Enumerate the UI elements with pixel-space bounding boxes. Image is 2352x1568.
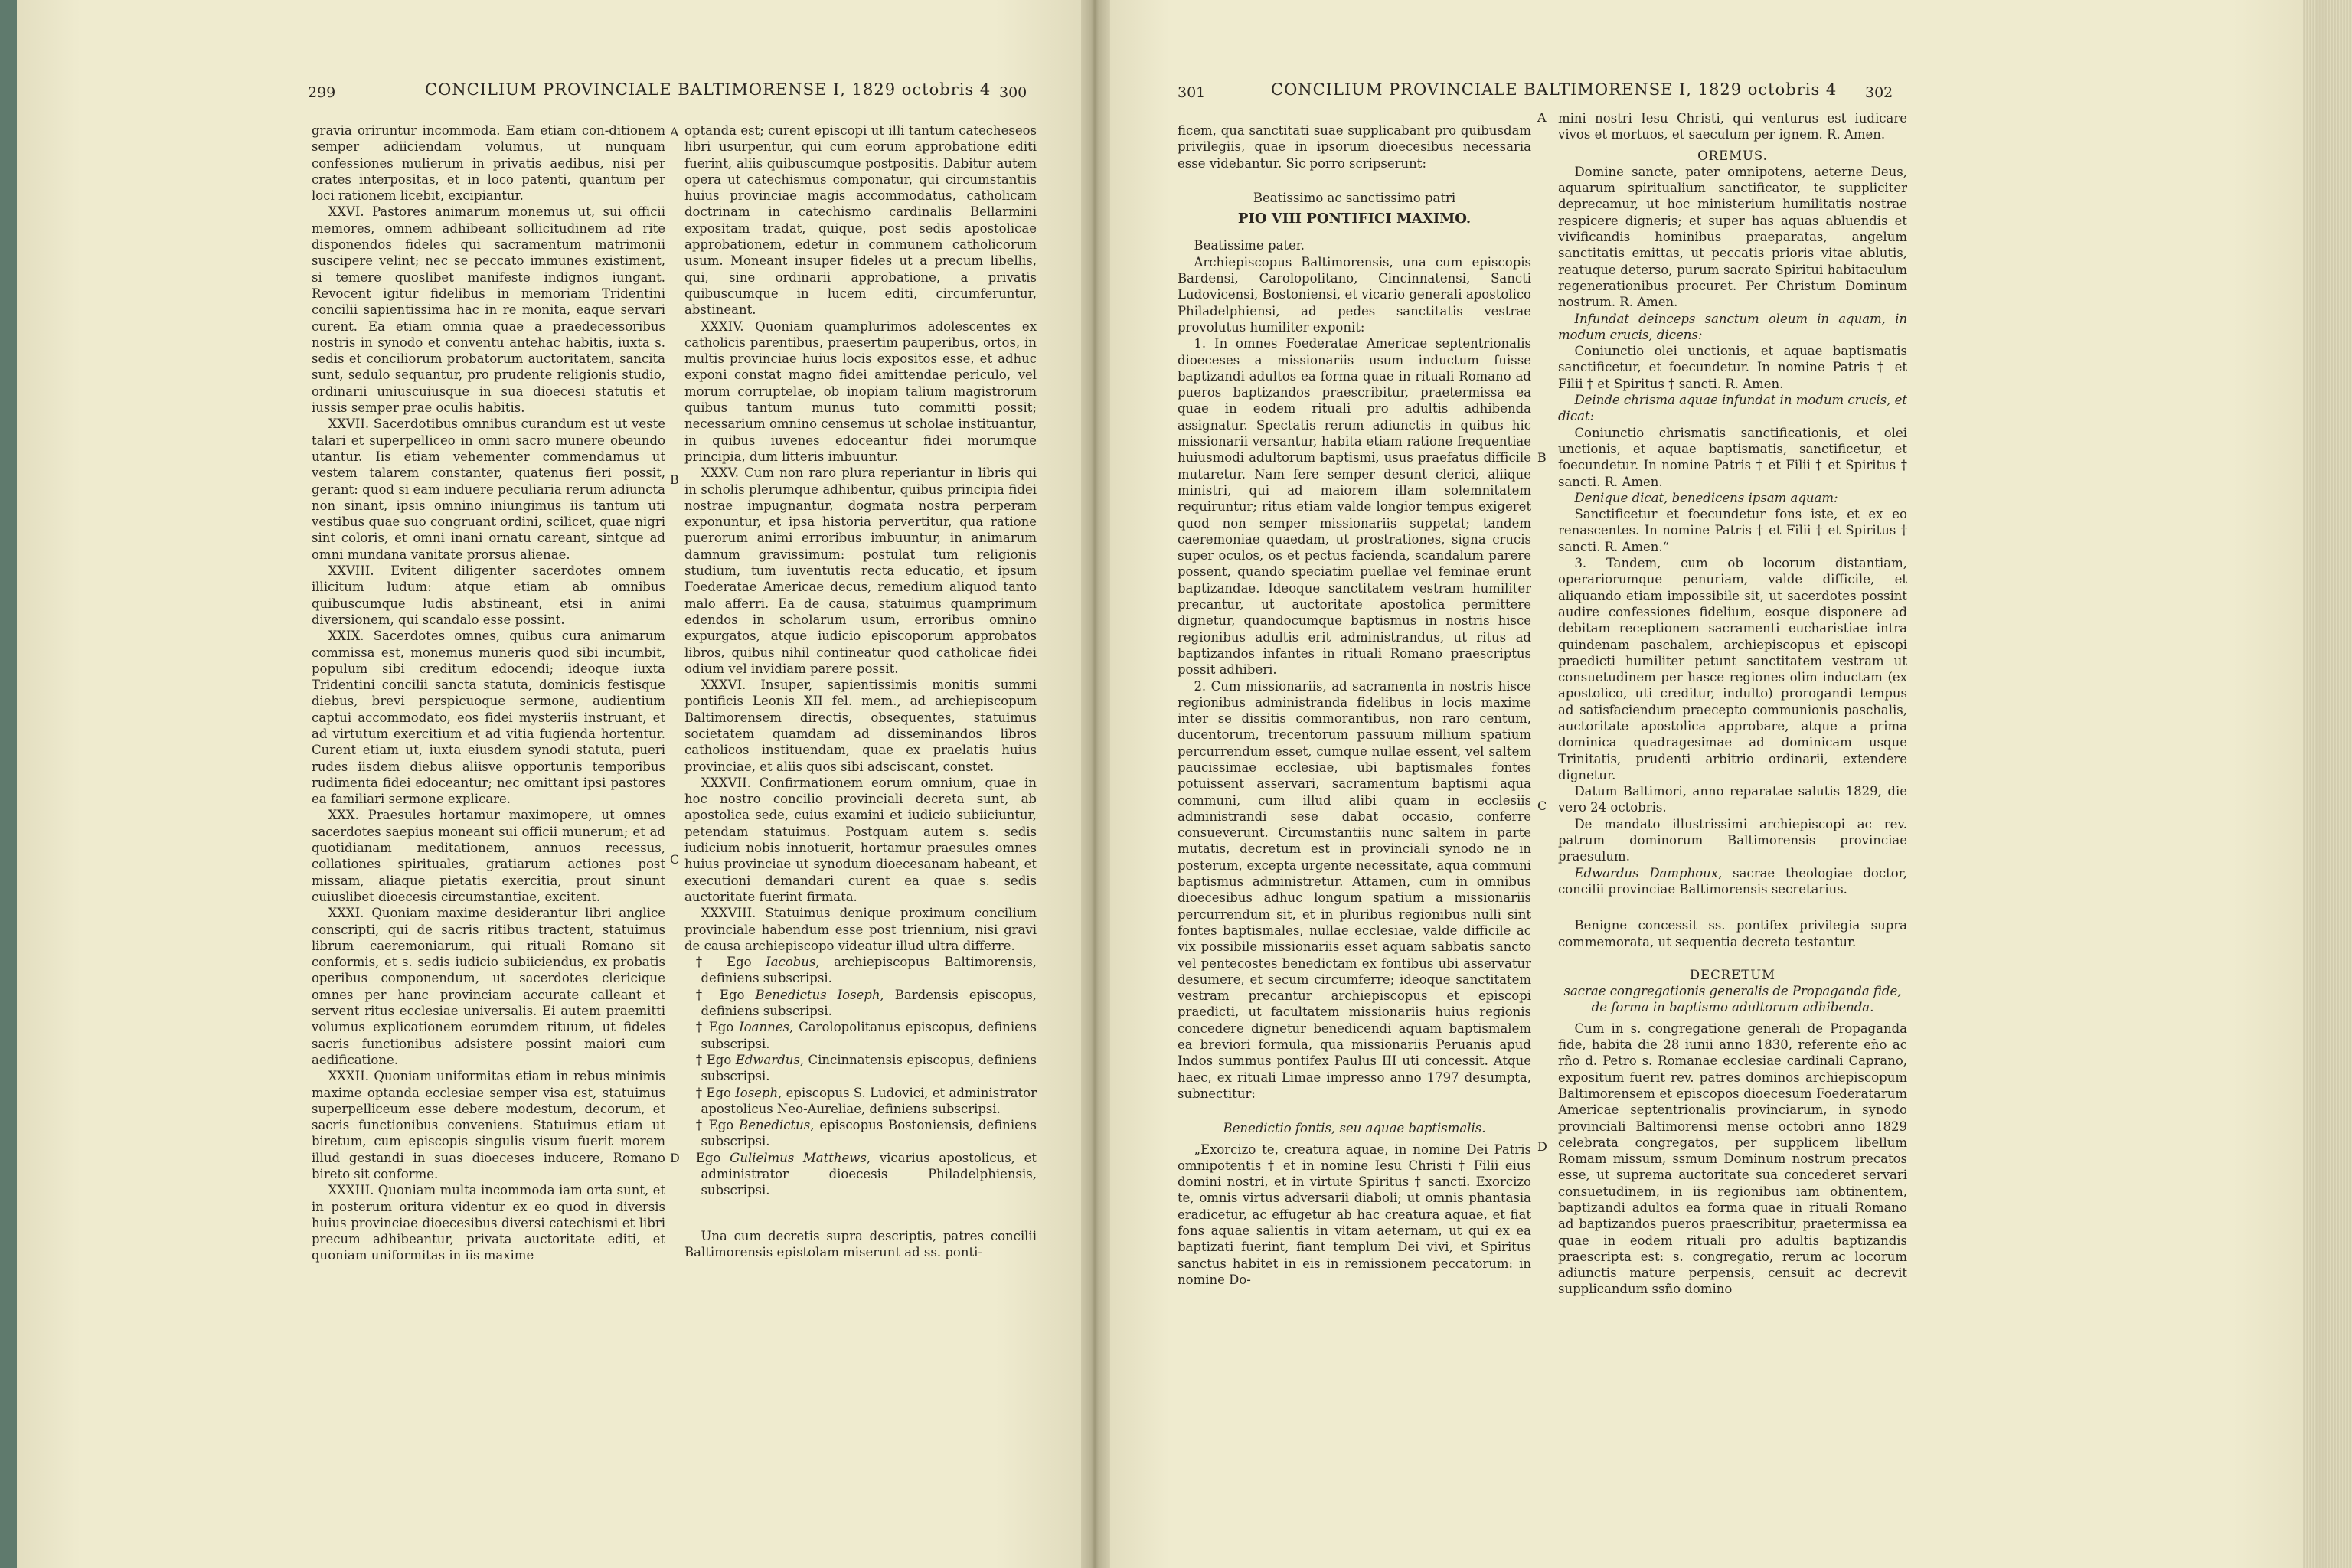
right-page-column-2 <box>1558 110 1907 1298</box>
signature-prefix: † Ego <box>695 1052 736 1067</box>
left-page <box>17 0 1081 1568</box>
running-head-right: CONCILIUM PROVINCIALE BALTIMORENSE I, 1829 octobris 4 <box>1271 80 1838 99</box>
signatory-name: Iacobus <box>766 955 816 970</box>
right-page <box>1110 0 2305 1568</box>
datum-line: Datum Baltimori, anno reparatae salutis 1829, die vero 24 octobris. <box>1558 784 1907 815</box>
signature-suffix: , vicarius apostolicus, et administrator dioecesis Philadelphiensis, subscripsi. <box>701 1150 1037 1198</box>
secretary-title: , sacrae theologiae doctor, concilii provinciae Baltimorensis secretarius. <box>1558 865 1907 897</box>
paragraph: XXXI. Quoniam maxime desiderantur libri anglice conscripti, qui de sacris ritibus tractent, statuimus librum caeremoniarum, qui rituali Romano sit conformis, et s. sedis iudicio subiiciendus, ex probatis operibus componendum, ut sacerdotes clericique omnes per hanc provinciam accurate calleant et servent ritus ecclesiae universalis. Ei autem praemitti volumus explicationem eorumdem rituum, ut fideles sacris functionibus adsistere possint maiori cum aedificatione. <box>312 906 665 1067</box>
signature-list <box>684 954 1037 1198</box>
left-page-column-1 <box>312 122 665 1264</box>
signature-suffix: , episcopus Bostoniensis, definiens subscripsi. <box>701 1118 1037 1149</box>
signatory-name: Ioannes <box>739 1020 789 1035</box>
running-head-left: CONCILIUM PROVINCIALE BALTIMORENSE I, 1829 octobris 4 <box>425 80 991 99</box>
signature-line <box>684 987 1037 1020</box>
paragraph: Sanctificetur et foecundetur fons iste, et ex eo renascentes. In nomine Patris † et Filii † et Spiritus † sancti. R. Amen.“ <box>1558 507 1907 554</box>
signatory-name: Gulielmus Matthews <box>730 1150 867 1165</box>
margin-letter-d: D <box>1537 1139 1547 1154</box>
signature-prefix: Ego <box>695 1150 730 1165</box>
signature-line <box>684 1052 1037 1085</box>
paragraph: XXVII. Sacerdotibus omnibus curandum est ut veste talari et superpelliceo in omni sacro munere obeundo utantur. Iis etiam vehementer commendamus ut vestem talarem constanter, quatenus fieri possit, gerant: quod si eam induere peculiaria rerum adiuncta non sinant, ipsis omnino iniungimus iis tantum uti vestibus quae suo congruant ordini, scilicet, quae nigri sint coloris, et omni inani ornatu careant, sintque ad omni mundana vanitate prorsus alienae. <box>312 416 665 562</box>
margin-letter-b: B <box>1537 450 1547 465</box>
signature-suffix: , archiepiscopus Baltimorensis, definiens subscripsi. <box>701 955 1037 986</box>
page-number-299: 299 <box>308 84 336 101</box>
address: Beatissime pater. <box>1194 238 1305 253</box>
left-page-column-2 <box>684 122 1037 1260</box>
paragraph: mini nostri Iesu Christi, qui venturus est iudicare vivos et mortuos, et saeculum per ignem. R. Amen. <box>1558 111 1907 142</box>
page-edges <box>2303 0 2352 1568</box>
paragraph: gravia oriruntur incommoda. Eam etiam con-ditionem semper adiiciendam volumus, ut nunquam confessiones mulierum in privatis aedibus, nisi per crates interpositas, et in loco patenti, quantum per loci rationem licebit, excipiantur. <box>312 123 665 204</box>
paragraph: XXXVII. Confirmationem eorum omnium, quae in hoc nostro concilio provinciali decreta sunt, ab apostolica sede, cuius examini et iudicio subiiciuntur, petendam statuimus. Postquam autem s. sedis iudicium nobis innotuerit, hortamur praesules omnes huius provinciae ut synodum dioecesanam habeant, et executioni demandari curent ea quae s. sedis auctoritate fuerint firmata. <box>684 775 1037 904</box>
rubric: Infundat deinceps sanctum oleum in aquam, in modum crucis, dicens: <box>1558 311 1907 342</box>
rubric: Deinde chrisma aquae infundat in modum crucis, et dicat: <box>1558 393 1907 424</box>
signature-suffix: , Cincinnatensis episcopus, definiens subscripsi. <box>701 1052 1037 1084</box>
paragraph: optanda est; curent episcopi ut illi tantum catecheseos libri usurpentur, qui cum eorum approbatione editi fuerint, aliis quibuscumque postpositis. Dabitur autem opera ut catechismus componatur, qui circumstantiis huius provinciae magis accommodatus, catholicam doctrinam in catechismo cardinalis Bellarmini expositam tradat, quique, post sedis apostolicae approbationem, edetur in communem catholicorum usum. Moneant insuper fideles ut a precum libellis, qui, sine ordinarii approbatione, a privatis quibuscumque in lucem editi, circumferuntur, abstineant. <box>684 123 1037 318</box>
page-number-302: 302 <box>1865 84 1893 101</box>
page-number-301: 301 <box>1178 84 1206 101</box>
paragraph: XXVI. Pastores animarum monemus ut, sui officii memores, omnem adhibeant sollicitudinem ad rite disponendos fideles qui sacramentum matrimonii suscipere velint; nec se peccato immunes existiment, si temere quoslibet manifeste indignos iungant. Revocent igitur fidelibus in memoriam Tridentini concilii sapientissima hac in re monita, eaque servari curent. Ea etiam omnia quae a praedecessoribus nostris in synodo et conventu antehac habitis, iuxta s. sedis et conciliorum probatorum auctoritatem, sancita sunt, sedulo sequantur, pro prudente religionis studio, ordinarii uniuscuiusque in sua dioecesi statutis et iussis semper prae oculis habitis. <box>312 204 665 416</box>
signature-prefix: † Ego <box>695 987 756 1002</box>
paragraph: Archiepiscopus Baltimorensis, una cum episcopis Bardensi, Carolopolitano, Cincinnatensi, Sancti Ludovicensi, Bostoniensi, et vicario generali apostolico Philadelphiensi, ad pedes sanctitatis vestrae provolutus humiliter exponit: <box>1178 254 1531 335</box>
signature-prefix: † Ego <box>695 1118 740 1133</box>
signature-suffix: , episcopus S. Ludovici, et administrator apostolicus Neo-Aureliae, definiens subscripsi. <box>701 1085 1037 1116</box>
paragraph: Coniunctio chrismatis sanctificationis, et olei unctionis, et aquae baptismatis, sanctificetur, et foecundetur. In nomine Patris † et Filii † et Spiritus † sancti. R. Amen. <box>1558 425 1907 489</box>
benedictio-title: Benedictio fontis, seu aquae baptismalis. <box>1223 1121 1486 1136</box>
paragraph: XXIX. Sacerdotes omnes, quibus cura animarum commissa est, monemus muneris quod sibi incumbit, populum sibi creditum edocendi; ideoque iuxta Tridentini concilii sancta statuta, dominicis festisque diebus, brevi perspicuoque sermone, audientium captui accommodato, eos fidei mysteriis instruant, et ad virtutum exercitium et ad vitia fugienda hortentur. Curent etiam ut, iuxta eiusdem synodi statuta, pueri rudes iisdem diebus aliisve opportunis temporibus rudimenta fidei edoceantur; nec omittant ipsi pastores ea familiari sermone explicare. <box>312 629 665 807</box>
signature-suffix: , Bardensis episcopus, definiens subscripsi. <box>701 987 1037 1019</box>
pope-heading: PIO VIII PONTIFICI MAXIMO. <box>1237 211 1472 227</box>
right-page-column-1 <box>1178 122 1531 1288</box>
salutation: Beatissimo ac sanctissimo patri <box>1253 190 1456 205</box>
signature-line <box>684 1150 1037 1199</box>
page-number-300: 300 <box>999 84 1027 101</box>
decretum-paragraph: Cum in s. congregatione generali de Propaganda fide, habita die 28 iunii anno 1830, referente eño ac rño d. Petro s. Romanae ecclesiae cardinali Caprano, expositum fuerit rev. patres dominos archiepiscopum Baltimorensem et episcopos dioecesum Foederatarum Americae septentrionalis provinciarum, in synodo provinciali Baltimorensi mense octobri anno 1829 celebrata congregatos, per supplicem libellum Romam missum, ssmum Dominum nostrum precatos esse, ut suprema auctoritate sua concederet servari consuetudinem, in iis regionibus iam obtinentem, baptizandi adultos ea forma quae in rituali Romano ad baptizandos pueros praescribitur, praetermissa ea quae in eodem rituali pro adultis baptizandis praescripta est: s. congregatio, rerum ac locorum adiunctis mature perpensis, censuit ac decrevit supplicandum ssño domino <box>1558 1021 1907 1297</box>
benigne-paragraph: Benigne concessit ss. pontifex privilegia supra commemorata, ut sequentia decreta testantur. <box>1558 918 1907 949</box>
paragraph: XXXII. Quoniam uniformitas etiam in rebus minimis maxime optanda ecclesiae semper visa est, statuimus superpelliceum esse debere modestum, decorum, et sacris functionibus conveniens. Statuimus etiam ut biretum, cum episcopis singulis visum fuerit morem illud gestandi in suas dioeceses inducere, Romano bireto sit conforme. <box>312 1069 665 1181</box>
mandato-line: De mandato illustrissimi archiepiscopi ac rev. patrum dominorum Baltimorensis provinciae praesulum. <box>1558 816 1907 864</box>
margin-letter-c: C <box>1537 799 1547 813</box>
book-gutter <box>1076 0 1114 1568</box>
paragraph: XXX. Praesules hortamur maximopere, ut omnes sacerdotes saepius moneant sui officii munerum; et ad quotidianam meditationem, annuos recessus, collationes spirituales, gratiarum actiones post missam, aliaque pietatis exercitia, prout sinunt cuiuslibet dioecesis circumstantiae, excitent. <box>312 808 665 904</box>
margin-letter-d: D <box>670 1151 680 1165</box>
signatory-name: Edwardus <box>735 1052 800 1067</box>
secretary-name: Edwardus Damphoux <box>1574 865 1719 880</box>
signature-line <box>684 954 1037 987</box>
benedictio-text: „Exorcizo te, creatura aquae, in nomine Dei Patris omnipotentis † et in nomine Iesu Christi † Filii eius domini nostri, et in virtute Spiritus † sancti. Exorcizo te, omnis virtus adversarii diaboli; ut omnis phantasia eradicetur, ac effugetur ab hac creatura aquae, et fiat fons aquae salientis in vitam aeternam, ut qui ex ea baptizati fuerint, fiant templum Dei vivi, et Spiritus sanctus habitet in eis in remissionem peccatorum: in nomine Do- <box>1178 1142 1531 1287</box>
signature-prefix: † Ego <box>695 1020 740 1035</box>
paragraph: XXXV. Cum non raro plura reperiantur in libris qui in scholis plerumque adhibentur, quibus principia fidei nostrae impugnantur, dogmata nostra perperam exponuntur, et ipsa historia pervertitur, qua ratione puerorum animi erroribus imbuuntur, in animarum damnum gravissimum: postulat tum religionis studium, tum iuventutis recta educatio, et ipsum Foederatae Americae decus, remedium aliquod tanto malo afferri. Ea de causa, statuimus quamprimum edendos in scholarum usum, erroribus omnino expurgatos, atque iudicio episcoporum approbatos libros, quibus nihil contineatur quod catholicae fidei odium vel invidiam parere possit. <box>684 466 1037 676</box>
paragraph: XXXIV. Quoniam quamplurimos adolescentes ex catholicis parentibus, praesertim pauperibus, ortos, in multis provinciae huius locis expositos esse, et adhuc exponi constat magno fidei amittendae periculo, vel morum corruptelae, ob inopiam talium magistrorum quibus tantum munus tuto committi possit; necessarium omnino censemus ut scholae instituantur, in quibus iuvenes edoceantur fidei morumque principia, dum litteris imbuuntur. <box>684 318 1037 464</box>
margin-letter-b: B <box>670 472 679 487</box>
signatory-name: Benedictus <box>739 1118 811 1133</box>
paragraph: XXXVIII. Statuimus denique proximum concilium provinciale habendum esse post triennium, nisi gravi de causa archiepiscopo videatur illud ultra differre. <box>684 906 1037 953</box>
margin-letter-c: C <box>670 852 680 867</box>
signature-suffix: , Carolopolitanus episcopus, definiens subscripsi. <box>701 1020 1037 1051</box>
paragraph: Domine sancte, pater omnipotens, aeterne Deus, aquarum spiritualium sanctificator, te suppliciter deprecamur, ut hoc ministerium humilitatis nostrae respicere digneris; et super has aquas abluendis et vivificandis hominibus praeparatas, angelum sanctitatis emittas, ut peccatis prioris vitae ablutis, reatuque deterso, purum sacrato Spiritui habitaculum regenerationibus procuret. Per Christum Dominum nostrum. R. Amen. <box>1558 164 1907 310</box>
oremus-heading: OREMUS. <box>1697 148 1768 163</box>
decretum-heading: DECRETUM <box>1689 967 1776 982</box>
paragraph: XXVIII. Evitent diligenter sacerdotes omnem illicitum ludum: atque etiam ab omnibus quibuscumque ludis abstineant, etsi in animi diversionem, qui scandalo esse possint. <box>312 564 665 627</box>
paragraph: 1. In omnes Foederatae Americae septentrionalis dioeceses a missionariis usum inductum fuisse baptizandi adultos ea forma quae in rituali Romano ad pueros baptizandos praescribitur, praetermissa ea quae in eodem rituali pro adultis adhibenda assignatur. Spectatis rerum adiunctis in quibus hic missionarii versantur, habita etiam ratione frequentiae huiusmodi adultorum baptismi, usus praefatus difficile mutaretur. Nam fere semper desunt clerici, aliique ministri, qui ad maiorem illam solemnitatem requiruntur; ritus etiam valde longior tempus exigeret quod non semper missionariis suppetat; tandem caeremoniae quaedam, ut prostrationes, signa crucis super oculos, os et pectus facienda, scandalum parere possent, quando speciatim puellae vel feminae erunt baptizandae. Ideoque sanctitatem vestram humiliter precantur, ut auctoritate apostolica permittere dignetur, quandocumque baptismus in nostris hisce regionibus adultis erit administrandus, ut ritus ad baptizandos infantes in rituali Romano praescriptus possit adhiberi. <box>1178 336 1531 678</box>
margin-letter-a: A <box>670 125 679 139</box>
paragraph: XXXIII. Quoniam multa incommoda iam orta sunt, et in posterum oritura videntur ex eo quod in diversis huius provinciae dioecesibus diversi catechismi et libri precum adhibeantur, privata auctoritate editi, et quoniam uniformitas in iis maxime <box>312 1183 665 1263</box>
intro-paragraph: ficem, qua sanctitati suae supplicabant pro quibusdam privilegiis, quae in ipsorum dioecesibus necessaria esse videbantur. Sic porro scripserunt: <box>1178 123 1531 171</box>
secretary-line <box>1558 865 1907 898</box>
paragraph: XXXVI. Insuper, sapientissimis monitis summi pontificis Leonis XII fel. mem., ad archiepiscopum Baltimorensem directis, obsequentes, statuimus societatem quamdam ad disseminandos libros catholicos instituendam, quae ex praelatis huius provinciae, et aliis quos sibi adsciscant, constet. <box>684 678 1037 774</box>
signature-prefix: † Ego <box>695 955 766 970</box>
paragraph: 3. Tandem, cum ob locorum distantiam, operariorumque penuriam, valde difficile, et aliquando etiam impossibile sit, ut sacerdotes possint audire confessiones fidelium, eosque disponere ad debitam receptionem sacramenti eucharistiae intra quindenam paschalem, archiepiscopus et episcopi praedicti humiliter petunt sanctitatem vestram ut consuetudinem per hasce regiones olim inductam (ex apostolico, uti creditur, indulto) prorogandi tempus ad satisfaciendum praecepto communionis paschalis, auctoritate apostolica approbare, atque a prima dominica quadragesimae ad dominicam usque Trinitatis, prudenti arbitrio ordinarii, extendere dignetur. <box>1558 556 1907 782</box>
decretum-subtitle: sacrae congregationis generalis de Propaganda fide, de forma in baptismo adultorum adhibenda. <box>1563 984 1902 1015</box>
signature-prefix: † Ego <box>695 1085 736 1100</box>
paragraph: Coniunctio olei unctionis, et aquae baptismatis sanctificetur, et foecundetur. In nomine Patris † et Filii † et Spiritus † sancti. R. Amen. <box>1558 344 1907 391</box>
signature-line <box>684 1117 1037 1150</box>
signature-line <box>684 1019 1037 1052</box>
closing-paragraph: Una cum decretis supra descriptis, patres concilii Baltimorensis epistolam miserunt ad ss. ponti- <box>684 1228 1037 1259</box>
signatory-name: Ioseph <box>735 1085 779 1100</box>
margin-letter-a: A <box>1537 110 1547 125</box>
rubric: Denique dicat, benedicens ipsam aquam: <box>1574 490 1838 505</box>
paragraph: 2. Cum missionariis, ad sacramenta in nostris hisce regionibus administranda fidelibus in locis maxime inter se dissitis commorantibus, non raro centum, ducentorum, trecentorum passuum millium spatium percurrendum esset, cumque nullae essent, vel saltem paucissimae ecclesiae, ubi baptismales fontes potuissent asservari, sacramentum baptismi aqua communi, cum illud alibi quam in ecclesiis administrandi sese dabat occasio, conferre consueverunt. Circumstantiis nunc saltem in parte mutatis, decretum est in provinciali synodo ne in posterum, excepta urgente necessitate, aqua communi baptismus administretur. Attamen, cum in omnibus dioecesibus adhuc longum spatium a missionariis percurrendum sit, et in pluribus regionibus nulli sint fontes baptismales, nullae ecclesiae, valde difficile ac vix possibile missionariis esset aquam sabbatis sancto vel pentecostes benedictam ex fontibus ubi asservatur desumere, et secum circumferre; ideoque sanctitatem vestram precantur archiepiscopus et episcopi praedicti, ut facultatem missionariis huius regionis concedere dignetur benedicendi aquam baptismalem ea breviori formula, qua missionariis Peruanis apud Indos summus pontifex Paulus III uti concessit. Atque haec, ex rituali Limae impresso anno 1797 desumpta, subnectitur: <box>1178 678 1531 1101</box>
signature-line <box>684 1085 1037 1118</box>
signatory-name: Benedictus Ioseph <box>755 987 880 1002</box>
